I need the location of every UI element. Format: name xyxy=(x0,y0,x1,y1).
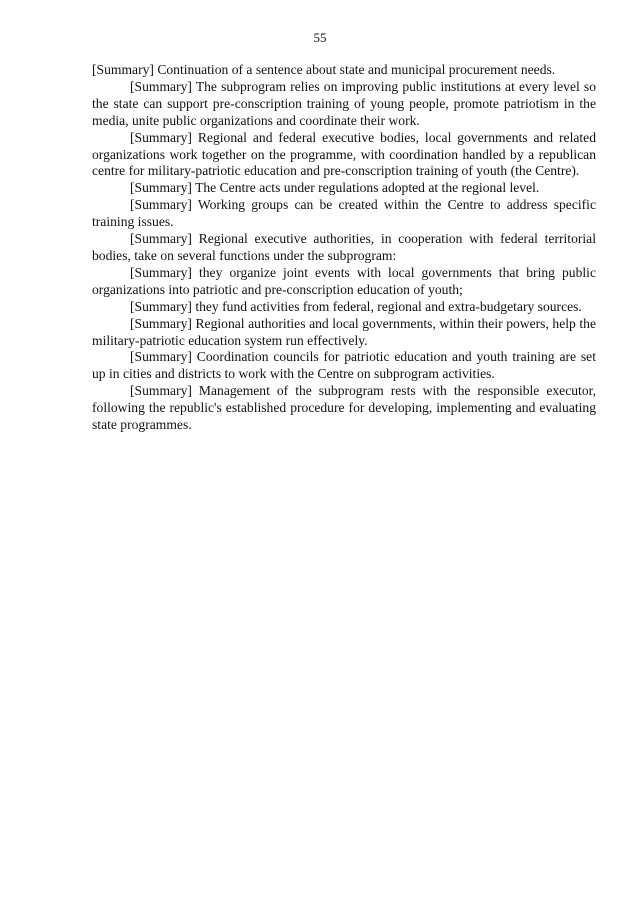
paragraph: [Summary] The Centre acts under regulations adopted at the regional level. xyxy=(130,180,540,196)
document-body xyxy=(92,62,596,434)
paragraph: [Summary] Coordination councils for patriotic education and youth training are set up in cities and districts to work with the Centre on subprogram activities. xyxy=(92,349,596,382)
paragraph: [Summary] Continuation of a sentence about state and municipal procurement needs. xyxy=(92,62,556,77)
paragraph: [Summary] Management of the subprogram rests with the responsible executor, following the republic's established procedure for developing, implementing and evaluating state programmes. xyxy=(92,383,596,433)
paragraph: [Summary] Regional authorities and local governments, within their powers, help the military-patriotic education system run effectively. xyxy=(92,315,596,348)
paragraph: [Summary] they organize joint events with local governments that bring public organizations into patriotic and pre-conscription education of youth; xyxy=(92,264,596,297)
paragraph: [Summary] they fund activities from federal, regional and extra-budgetary sources. xyxy=(130,298,582,314)
page-number: 55 xyxy=(313,30,327,45)
paragraph: [Summary] Working groups can be created within the Centre to address specific training issues. xyxy=(92,197,596,230)
paragraph: [Summary] The subprogram relies on improving public institutions at every level so the state can support pre-conscription training of young people, promote patriotism in the media, unite public organizations and coordinate their work. xyxy=(92,78,596,128)
paragraph: [Summary] Regional executive authorities, in cooperation with federal territorial bodies, take on several functions under the subprogram: xyxy=(92,231,596,263)
paragraph: [Summary] Regional and federal executive bodies, local governments and related organizations work together on the programme, with coordination handled by a republican centre for military-patriotic education and pre-conscription training of youth (the Centre). xyxy=(92,129,596,179)
